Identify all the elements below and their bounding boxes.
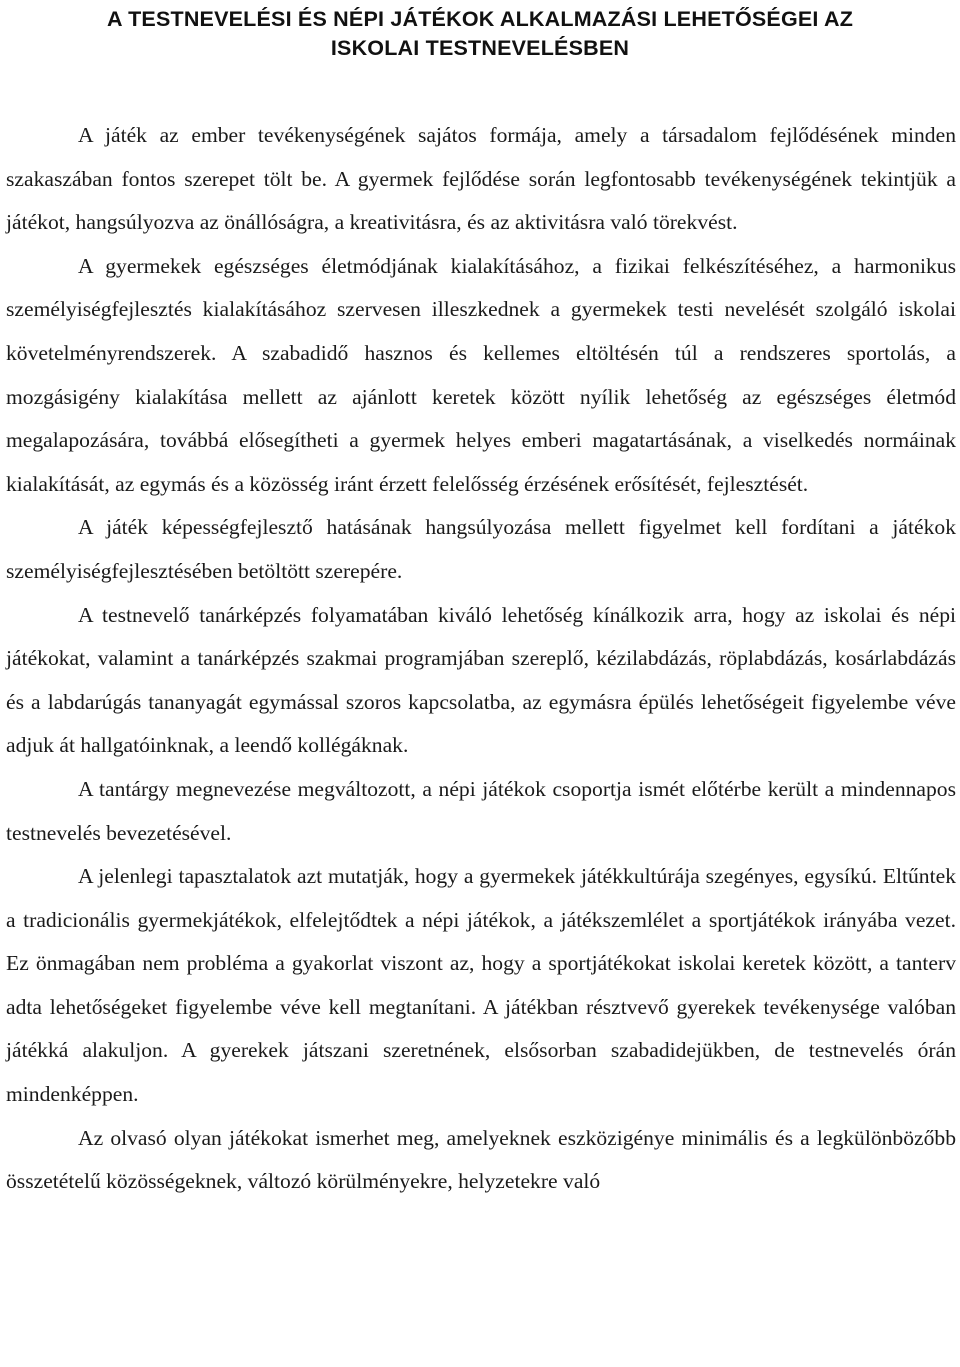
paragraph-5: A tantárgy megnevezése megváltozott, a népi játékok csoportja ismét előtérbe került a mindennapos testnevelés bevezetésével.	[6, 776, 956, 845]
document-title	[0, 0, 960, 63]
paragraph-1: A játék az ember tevékenységének sajátos formája, amely a társadalom fejlődésének minden szakaszában fontos szerepet tölt be. A gyermek fejlődése során legfontosabb tevékenységének tekintjük a játékot, hangsúlyozva az önállóságra, a kreativitásra, és az aktivitásra való törekvést.	[6, 123, 956, 235]
paragraph-3: A játék képességfejlesztő hatásának hangsúlyozása mellett figyelmet kell fordítani a játékok személyiségfejlesztésében betöltött szerepére.	[6, 515, 956, 583]
paragraph-7: Az olvasó olyan játékokat ismerhet meg, amelyeknek eszközigénye minimális és a legkülönbözőbb összetételű közösségeknek, változó körülményekre, helyzetekre való	[6, 1125, 956, 1194]
title-line-1: A TESTNEVELÉSI ÉS NÉPI JÁTÉKOK ALKALMAZÁSI LEHETŐSÉGEI AZ	[106, 7, 854, 31]
paragraph-2: A gyermekek egészséges életmódjának kialakításához, a fizikai felkészítéséhez, a harmonikus személyiségfejlesztés kialakításához szervesen illeszkednek a gyermekek testi nevelését szolgáló iskolai követelményrendszerek. A szabadidő hasznos és kellemes eltöltésén túl a rendszeres sportolás, a mozgásigény kialakítása mellett az ajánlott keretek között nyílik lehetőség az egészséges életmód megalapozására, továbbá elősegítheti a gyermek helyes emberi magatartásának, a viselkedés normáinak kialakítását, az egymás és a közösség iránt érzett felelősség érzésének erősítését, fejlesztését.	[6, 253, 956, 496]
paragraph-6: A jelenlegi tapasztalatok azt mutatják, hogy a gyermekek játékkultúrája szegényes, egysíkú. Eltűntek a tradicionális gyermekjátékok, elfelejtődtek a népi játékok, a játékszemlélet a sportjátékok irányába vezet. Ez önmagában nem probléma a gyakorlat viszont az, hogy a sportjátékokat iskolai keretek között, a tanterv adta lehetőségeket figyelembe véve kell megtanítani. A játékban résztvevő gyerekek tevékenysége valóban játékká alakuljon. A gyerekek játszani szeretnének, elsősorban szabadidejükben, de testnevelés órán mindenképpen.	[6, 864, 956, 1107]
title-line-2: ISKOLAI TESTNEVELÉSBEN	[330, 36, 630, 60]
document-body	[6, 114, 956, 1204]
paragraph-4: A testnevelő tanárképzés folyamatában kiváló lehetőség kínálkozik arra, hogy az iskolai és népi játékokat, valamint a tanárképzés szakmai programjában szereplő, kézilabdázás, röplabdázás, kosárlabdázás és a labdarúgás tananyagát egymással szoros kapcsolatba, az egymásra épülés lehetőségeit figyelembe véve adjuk át hallgatóinknak, a leendő kollégáknak.	[6, 602, 956, 758]
